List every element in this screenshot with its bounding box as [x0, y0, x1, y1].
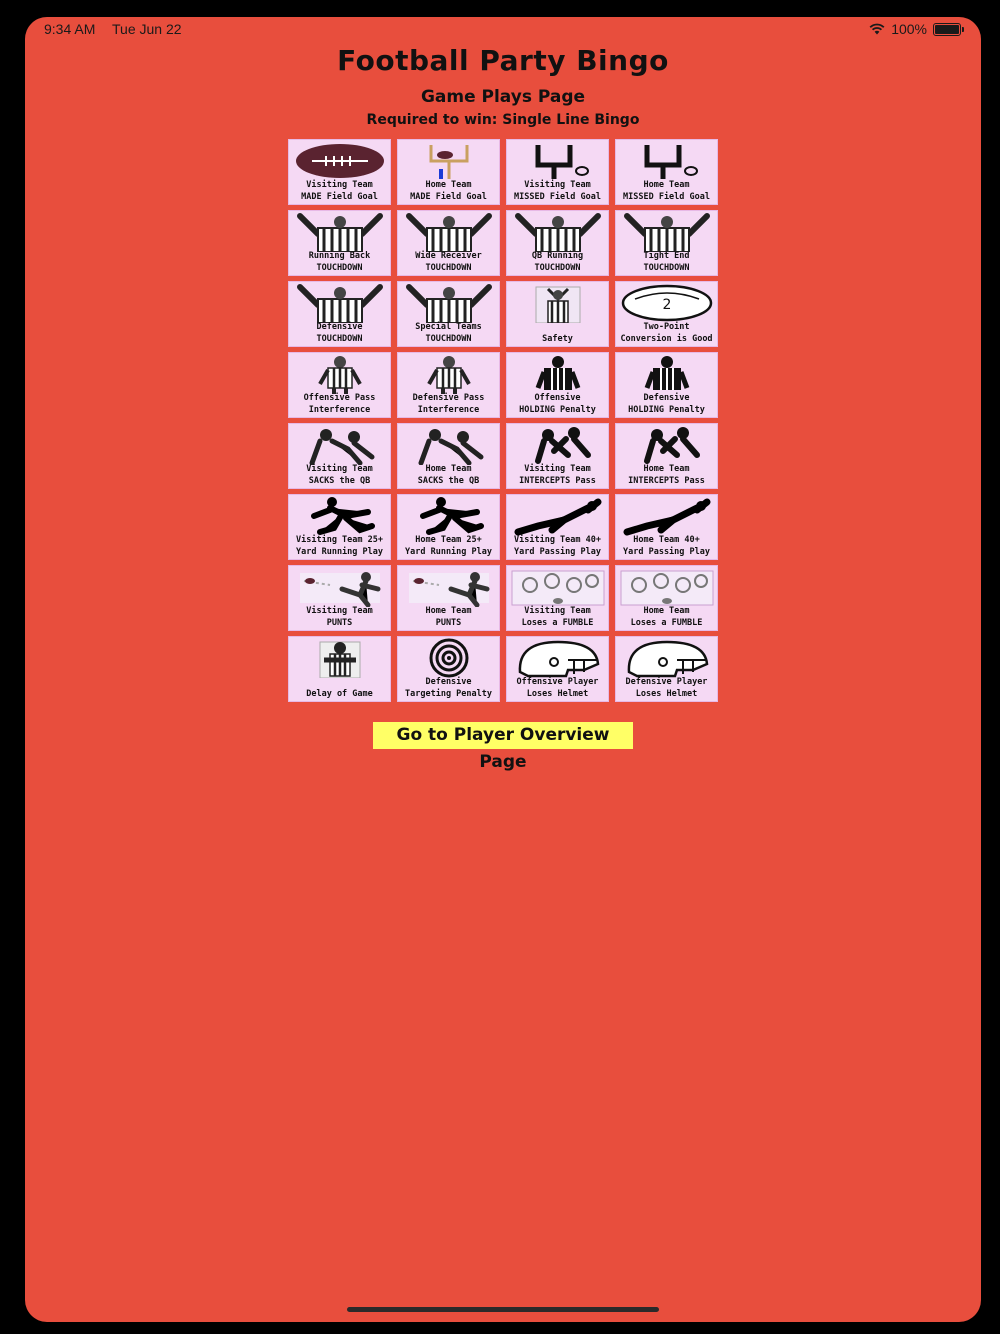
- page-subtitle: Game Plays Page: [420, 87, 586, 107]
- helmet-icon: [507, 637, 608, 679]
- battery-icon: [933, 23, 961, 36]
- referee-holding-icon: [507, 353, 608, 395]
- referee-pass-interference-icon: [398, 353, 499, 395]
- svg-text:2: 2: [662, 297, 671, 313]
- bingo-tile-label: Delay of Game: [306, 689, 373, 699]
- referee-touchdown-icon: [398, 282, 499, 324]
- bingo-tile-label: Home Team 25+ Yard Running Play: [405, 535, 492, 557]
- bingo-tile[interactable]: [615, 636, 718, 702]
- status-date: Tue Jun 22: [112, 21, 182, 37]
- bingo-tile-label: Home Team SACKS the QB: [417, 464, 480, 486]
- bingo-tile[interactable]: [288, 636, 391, 702]
- football-icon: [289, 140, 390, 182]
- referee-safety-icon: [507, 282, 608, 324]
- goalpost-missed-icon: [507, 140, 608, 182]
- bingo-tile-label: Two-Point Conversion is Good: [620, 322, 713, 344]
- punter-icon: [289, 566, 390, 608]
- bingo-tile[interactable]: [288, 139, 391, 205]
- bingo-grid: [288, 139, 718, 702]
- referee-touchdown-icon: [398, 211, 499, 253]
- interception-icon: [507, 424, 608, 466]
- bingo-tile[interactable]: [288, 423, 391, 489]
- player-overview-button[interactable]: Go to Player Overview Page: [373, 722, 633, 749]
- bingo-tile-label: Home Team INTERCEPTS Pass: [628, 464, 705, 486]
- bingo-tile[interactable]: [397, 636, 500, 702]
- bingo-tile-label: Offensive Pass Interference: [303, 393, 376, 415]
- home-indicator[interactable]: [347, 1307, 659, 1312]
- bingo-tile[interactable]: [397, 423, 500, 489]
- referee-pass-interference-icon: [289, 353, 390, 395]
- bingo-tile[interactable]: [288, 565, 391, 631]
- bingo-tile-label: Wide Receiver TOUCHDOWN: [415, 251, 482, 273]
- bingo-tile-label: Home Team PUNTS: [425, 606, 472, 628]
- bingo-tile[interactable]: [615, 565, 718, 631]
- bingo-tile[interactable]: [288, 281, 391, 347]
- target-icon: [398, 637, 499, 679]
- bingo-tile-label: Visiting Team INTERCEPTS Pass: [519, 464, 596, 486]
- app-screen: [25, 17, 981, 1322]
- bingo-tile[interactable]: [615, 423, 718, 489]
- bingo-tile[interactable]: [506, 210, 609, 276]
- referee-touchdown-icon: [507, 211, 608, 253]
- referee-delay-icon: [289, 637, 390, 679]
- bingo-tile-label: Visiting Team PUNTS: [306, 606, 373, 628]
- diving-catch-icon: [507, 495, 608, 537]
- interception-icon: [616, 424, 717, 466]
- bingo-tile[interactable]: [506, 423, 609, 489]
- bingo-tile-label: Safety: [542, 334, 573, 344]
- status-time: 9:34 AM: [44, 21, 96, 37]
- status-bar: [25, 17, 981, 43]
- bingo-tile[interactable]: [288, 210, 391, 276]
- bingo-tile[interactable]: [615, 210, 718, 276]
- bingo-tile-label: Special Teams TOUCHDOWN: [415, 322, 482, 344]
- bingo-tile[interactable]: [615, 281, 718, 347]
- sack-icon: [289, 424, 390, 466]
- bingo-tile-label: Offensive HOLDING Penalty: [519, 393, 596, 415]
- bingo-tile-label: Defensive TOUCHDOWN: [316, 322, 363, 344]
- referee-touchdown-icon: [616, 211, 717, 253]
- bingo-tile[interactable]: [615, 494, 718, 560]
- bingo-tile-label: Tight End TOUCHDOWN: [643, 251, 690, 273]
- bingo-tile-label: Home Team Loses a FUMBLE: [630, 606, 703, 628]
- bingo-tile-label: Running Back TOUCHDOWN: [308, 251, 371, 273]
- bingo-tile-label: Home Team 40+ Yard Passing Play: [623, 535, 710, 557]
- bingo-tile-label: Visiting Team 40+ Yard Passing Play: [514, 535, 601, 557]
- runner-icon: [289, 495, 390, 537]
- bingo-tile-label: QB Running TOUCHDOWN: [531, 251, 584, 273]
- bingo-tile[interactable]: [288, 494, 391, 560]
- bingo-tile[interactable]: [397, 494, 500, 560]
- bingo-tile[interactable]: [506, 494, 609, 560]
- bingo-tile[interactable]: [397, 281, 500, 347]
- bingo-tile[interactable]: [397, 210, 500, 276]
- bingo-tile[interactable]: [506, 281, 609, 347]
- bingo-tile[interactable]: [506, 636, 609, 702]
- page-title: Football Party Bingo: [337, 44, 669, 77]
- bingo-tile-label: Visiting Team Loses a FUMBLE: [521, 606, 594, 628]
- fumble-pile-icon: [616, 566, 717, 608]
- win-requirement: Required to win: Single Line Bingo: [366, 112, 640, 128]
- helmet-icon: [616, 637, 717, 679]
- bingo-tile[interactable]: [397, 565, 500, 631]
- runner-icon: [398, 495, 499, 537]
- referee-touchdown-icon: [289, 282, 390, 324]
- bingo-tile[interactable]: [288, 352, 391, 418]
- battery-percent: 100%: [891, 21, 927, 37]
- fumble-pile-icon: [507, 566, 608, 608]
- bingo-tile[interactable]: [615, 352, 718, 418]
- bingo-tile[interactable]: [615, 139, 718, 205]
- diving-catch-icon: [616, 495, 717, 537]
- referee-holding-icon: [616, 353, 717, 395]
- wifi-icon: [869, 23, 885, 35]
- bingo-tile-label: Visiting Team 25+ Yard Running Play: [296, 535, 383, 557]
- sack-icon: [398, 424, 499, 466]
- goalpost-missed-icon: [616, 140, 717, 182]
- bingo-tile-label: Defensive Pass Interference: [412, 393, 485, 415]
- field-goal-kick-icon: [398, 140, 499, 182]
- football-two-icon: [616, 282, 717, 324]
- referee-touchdown-icon: [289, 211, 390, 253]
- bingo-tile-label: Visiting Team MADE Field Goal: [301, 180, 378, 202]
- bingo-tile[interactable]: [506, 565, 609, 631]
- bingo-tile-label: Visiting Team MISSED Field Goal: [514, 180, 601, 202]
- bingo-tile-label: Visiting Team SACKS the QB: [306, 464, 373, 486]
- bingo-tile[interactable]: [397, 352, 500, 418]
- bingo-tile-label: Defensive Player Loses Helmet: [625, 677, 708, 699]
- bingo-tile[interactable]: [506, 139, 609, 205]
- bingo-tile-label: Home Team MISSED Field Goal: [623, 180, 710, 202]
- bingo-tile[interactable]: [397, 139, 500, 205]
- bingo-tile-label: Defensive Targeting Penalty: [405, 677, 492, 699]
- status-right: [869, 21, 961, 37]
- bingo-tile-label: Home Team MADE Field Goal: [410, 180, 487, 202]
- punter-icon: [398, 566, 499, 608]
- bingo-tile[interactable]: [506, 352, 609, 418]
- bingo-tile-label: Defensive HOLDING Penalty: [628, 393, 705, 415]
- bingo-tile-label: Offensive Player Loses Helmet: [516, 677, 599, 699]
